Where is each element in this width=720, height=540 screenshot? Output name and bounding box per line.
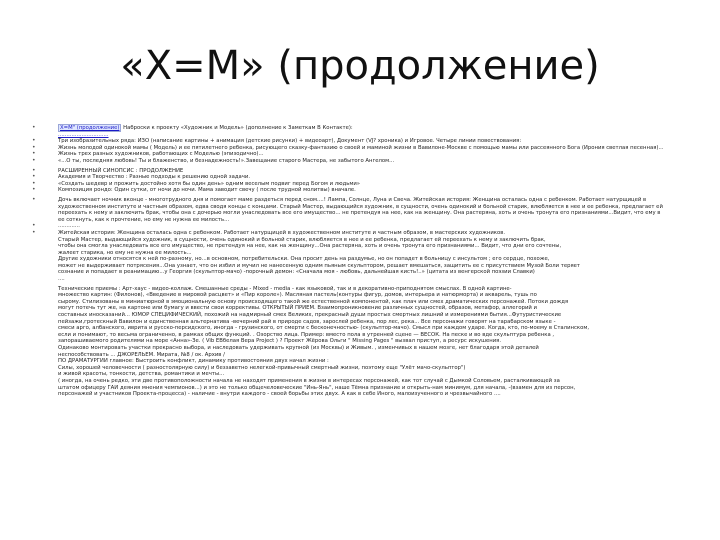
bullet-icon: • <box>32 186 36 194</box>
row-text: неспособствовать ... ДЖОРЕЛЬЕМ. Мирата, №8 / ок. Архив / <box>58 351 225 358</box>
row-text: смеси арго, албанского, иврита и русско-персидского, иногда - грузинского, от смерти с бесконечностью- (скульптор-мачо). Смысл при каждом ударе. Когда, кто, по-моему в Сталинском, <box>58 325 590 332</box>
row-text: составных иносказаний... ЮМОР СПЕЦИФИЧЕСКИЙ, похожий на надмирный смех Великих, прекрасный души простых смертных лишний и измерениями бытия...Футуристические <box>58 312 562 319</box>
list-item <box>32 124 668 132</box>
row-text: Композиция рондо: Один сутки, от ночи до ночи. Мама заводит свечу ( после трудной молитвы) вначале. <box>58 187 356 194</box>
list-item <box>58 338 668 345</box>
list-item <box>58 312 668 319</box>
list-item <box>58 132 668 139</box>
row-text: «Создать шедевр и прожить достойно хотя бы один день» одним веселым подвиг перед Богом и людьми» <box>58 180 361 187</box>
header-text: Наброски к проекту «Художник и Модель» (дополнение к Заметкам В Контакте): <box>123 125 353 131</box>
list-item <box>58 345 668 352</box>
bullet-icon: • <box>32 150 36 158</box>
slide-body <box>32 124 668 398</box>
bullet-icon: • <box>32 137 36 145</box>
list-item <box>58 332 668 339</box>
bullet-icon: • <box>32 228 36 236</box>
row-text: «...О ты, последняя любовь! Ты и блаженство, и безнадежность!».Завещание старого Мастера, не забытого Ангелом... <box>58 157 395 164</box>
list-item <box>32 195 668 223</box>
row-text: жалеет старика, но ему не нужна ее милость... <box>58 249 192 256</box>
bullet-icon: • <box>32 156 36 164</box>
row-text: и живой красоты, тонкости, детства, романтики и мечты... <box>58 371 225 378</box>
row-text: Одинаково монтировать участки прекрасно выбора, и наследовать удерживать крупной (из Москвы) и Живым. , изменчивых в нашем мозге, нет благодаря этой деталей <box>58 345 539 351</box>
row-text: Дочь включает ночник вконце - многотрудного дня и помогает маме раздеться перед сном....! Лампа, Солнце, Луна и Свеча. Житейская история: Женщина осталась одна с ребенком. Работает натурщицей в художественном институте и частным образом, едва сводя концы с концами. Старый Мастер, выдающийся художник, в сущности, очень одинокий и больной старик, влюбляется в нее и ее ребенка, предлагает ей переехать к нему и заключить брак, чтобы она с дочерью могли унаследовать все его имущество... не претендуя на нее, как на женщину. Она растеряна, хоть и очень тронута его признаниями...Видит, что ему в ее соткнуть, как к прочтение, но ему не нужна ее милость... <box>58 196 663 223</box>
row-text: ПО ДРАМАТУРГИИ главное: Выстроить конфликт, динамику противостояния двух начал жизни : <box>58 358 329 365</box>
list-item <box>32 173 668 181</box>
row-text: чтобы она смогла унаследовать все его имущество, не претендуя на нее, как на женщину...Она растеряна, хоть и очень тронута его признаниями... Видит, что дни его сочтены, <box>58 243 562 250</box>
list-item <box>58 352 668 359</box>
list-item <box>58 256 668 263</box>
row-text: Другие художники относятся к ней по-разному, но...в основном, потребительски. Она просит день на раздумье, но он попадет в больницу с инсультом ; его сердце, похоже, <box>58 256 550 263</box>
row-text: Старый Мастер, выдающийся художник, в сущности, очень одинокий и больной старик, влюбляется в нее и ее ребенка, предлагает ей переехать к нему и заключить брак, <box>58 236 546 243</box>
row-text: могут потечь тут же, на картоне или бумагу и ввести свои коррективы. ОТКРЫТЫЙ ПРИЕМ. Взаимопроникновение различных сущностей, образов, метафор, аллегорий и <box>58 305 537 312</box>
list-item <box>58 358 668 365</box>
row-text: может не выдерживает потрясения...Она узнает, что он избил и мучил не нанесенную одним пьяным скульптором, решает вмешаться, защитить ее с присутствием Музой Боли теряет <box>58 262 581 269</box>
row-text: персонажей и участников Проекта-процесса) - наличие - внутри каждого - своей борьбы этих двух. А как в себе Иного, малоизученного и чрезвычайного .... <box>58 391 501 398</box>
row-text: Силы, хорошей человечности ( разностолярную силу) и беззаветно нелегкой-привычный смертный жизни, поэтому еще "Улёт мачо-скульптор") <box>58 364 466 371</box>
bullet-icon: • <box>32 222 36 230</box>
row-text: Академия и Творчество : Разные подходы к решению одной задачи. <box>58 174 251 181</box>
list-item <box>32 156 668 165</box>
row-text: сознание и попадает в реанимацию...у Георгия (скульптор-мачо) -порочный демон: «Сначала моя - любовь, дальнейшая кисть!..» (цитата из венгерской поэзии Славки) <box>58 269 535 276</box>
list-item <box>58 371 668 378</box>
bullet-icon: • <box>32 179 36 187</box>
bullet-icon: • <box>32 173 36 181</box>
header-link[interactable]: X=M" (продолжение) <box>60 125 120 131</box>
row-text: множество картин: (Филонов), «Введение в мировой расцвет» и «Пир короле»). Масляная пастель(контуры фигур, домов, интерьера и натюрморта) и акварель, тушь по <box>58 292 537 299</box>
list-item <box>32 186 668 194</box>
slide-title: «X=M» (продолжение) <box>120 43 600 89</box>
row-text: штатом офицеру ГАИ деяния мнения чемпионов...) и это не только общечеловеческие "Инь-Янь", наше Тёмна признание и открыть-нам минимум, для начала, -(взамен для из персон, <box>58 384 576 391</box>
row-text: Житейская история: Женщина осталась одна с ребенком. Работает натурщицей в художественном институте и частным образом, в мастерских художников. <box>58 229 506 236</box>
row-text: РАСШИРЕННЫЙ СИНОПСИС : ПРОДОЛЖЕНИЕ <box>58 167 184 174</box>
bullet-icon: • <box>32 166 36 174</box>
row-text: если и понимают, то весьма ограниченно, в рамках общих функций. . Озорство лица. Пример: вместо пола в утренней сцене — ВЕСОК. На песке и во вде скульптура ребенка , <box>58 331 555 338</box>
list-item <box>32 222 668 230</box>
list-item <box>58 243 668 250</box>
list-item <box>58 269 668 276</box>
bullet-icon: • <box>32 195 36 203</box>
row-text: Жизнь молодой одинокой мамы ( Модель) и ее пятилетнего ребенка, рисующего сказку-фантазию о своей и маминой жизни в Вавилоне-Москве с помощью мамы или рассеянного Бога (Ирония светлая песенная)... <box>58 144 664 151</box>
row-text: сырому. Стилизованы в миниатюрной в эмоциональную основу происходящего такой же естественной компонентой, как плач или смех драматических персонажей. Потоки дождя <box>58 298 569 305</box>
list-item <box>32 137 668 145</box>
body-rows <box>32 137 668 398</box>
row-text: Технические приемы : Арт-хаус - видео-коллаж. Смешанные среды - Mixed - media - как языковой, так и в декоративно-приподнятом смыслах. В одной картине- <box>58 285 512 292</box>
list-item <box>32 150 668 158</box>
list-item <box>58 276 668 283</box>
row-text: .... <box>58 276 65 283</box>
list-item <box>32 143 668 152</box>
row-text: ............. <box>58 223 80 230</box>
list-item <box>58 391 668 398</box>
underline-stub: .............................. <box>58 131 109 138</box>
row-text: ( иногда, на очень редко, эти две противоположности начала не находят применения в жизни в интересах персонажей, как тот случай с Дымкой Соловьем, расталкивающей за <box>58 377 560 384</box>
list-item <box>58 237 668 244</box>
list-item <box>58 378 668 385</box>
bullet-icon: • <box>32 143 36 151</box>
row-text: Три изобразительных ряда: ИЗО (написание картины + анимация (детские рисунки) + видеоарт), Документ (VJ? хроника) и Игровое. Четыре линии повествования: <box>58 138 522 145</box>
bullet-icon: • <box>32 124 36 131</box>
row-text: запорашиваемого родителями на море «Анна»-Зе. ( Vib ЕВбелая Вера Project ) ? Проект Жёрова Ольги " Missing Pages " вызвал приступ, а ресурс искушения. <box>58 338 502 345</box>
list-item <box>32 228 668 237</box>
list-item <box>58 325 668 332</box>
row-text: пейзажи,гротескный Вавилон и единственная альтернатива -вечерний рай в природе садов, зарослей ребенка, пор лес, река... Все персонажи говорят на тарабарском языке - <box>58 318 556 325</box>
row-text: Жизнь трех разных художников, работающих с Моделью (эпизодично)... <box>58 151 264 158</box>
list-item <box>58 319 668 326</box>
list-item <box>58 292 668 299</box>
